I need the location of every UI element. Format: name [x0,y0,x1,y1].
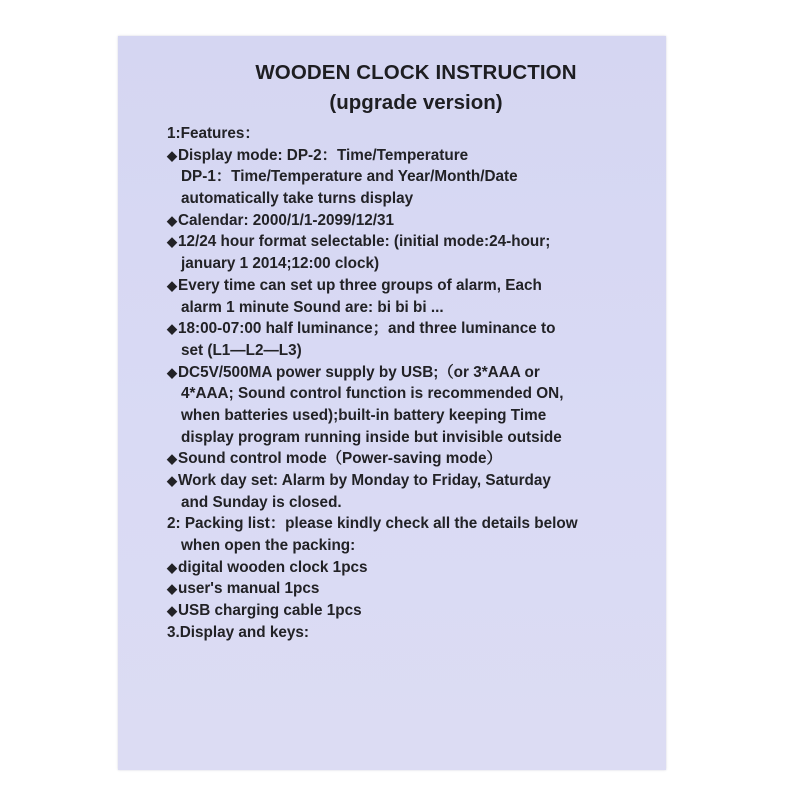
document-title: WOODEN CLOCK INSTRUCTION [255,61,577,84]
text-line-content: january 1 2014;12:00 clock) [181,255,380,273]
text-line [167,145,578,167]
text-line [167,470,578,492]
text-line [167,427,578,449]
text-line-content: set (L1—L2—L3) [181,341,302,359]
text-line [167,297,578,319]
text-line [167,253,578,275]
text-line [167,340,578,362]
diamond-bullet-icon: ◆ [167,277,177,293]
text-line-content: 4*AAA; Sound control function is recommended ON, [181,385,564,403]
text-line-content: 2: Packing list：please kindly check all the details below [167,515,578,533]
text-line-content: 12/24 hour format selectable: (initial mode:24-hour; [178,233,551,251]
text-line-content: Every time can set up three groups of alarm, Each [178,276,542,294]
instruction-sheet [118,36,666,770]
text-line [167,188,578,210]
text-line [167,578,578,600]
diamond-bullet-icon: ◆ [167,559,177,575]
text-line-content: alarm 1 minute Sound are: bi bi bi ... [181,298,444,316]
text-line [167,492,578,514]
text-line-content: Work day set: Alarm by Monday to Friday, Saturday [178,472,551,489]
diamond-bullet-icon: ◆ [167,581,177,597]
text-line [167,448,578,470]
text-line-content: 1:Features： [167,125,260,142]
text-line-content: when open the packing: [181,537,356,555]
text-line [167,622,578,644]
text-line-content: Display mode: DP-2：Time/Temperature [178,146,469,164]
text-line-content: 18:00-07:00 half luminance；and three luminance to [178,320,556,338]
text-line-content: DP-1：Time/Temperature and Year/Month/Date [181,168,518,186]
text-line-content: 3.Display and keys: [167,623,309,641]
diamond-bullet-icon: ◆ [167,321,177,337]
diamond-bullet-icon: ◆ [167,451,177,467]
diamond-bullet-icon: ◆ [167,212,177,228]
text-line [167,405,578,427]
text-line-content: and Sunday is closed. [181,493,342,511]
text-line-content: when batteries used);built-in battery keeping Time [181,406,547,424]
text-line-content: digital wooden clock 1pcs [178,558,368,576]
diamond-bullet-icon: ◆ [167,473,177,488]
text-line [167,275,578,297]
diamond-bullet-icon: ◆ [167,603,177,619]
document-subtitle: (upgrade version) [329,91,503,114]
text-line [167,166,578,188]
text-line [167,210,578,232]
text-line [167,231,578,253]
text-line [167,318,578,340]
diamond-bullet-icon: ◆ [167,234,177,250]
text-line-content: USB charging cable 1pcs [178,602,362,620]
instruction-text-lines [167,123,578,644]
text-line-content: display program running inside but invisible outside [181,428,562,446]
text-line [167,557,578,579]
text-line [167,600,578,622]
diamond-bullet-icon: ◆ [167,147,177,163]
text-line-content: Sound control mode（Power-saving mode） [178,450,502,468]
text-line-content: automatically take turns display [181,190,414,208]
diamond-bullet-icon: ◆ [167,364,177,380]
text-line [167,362,578,384]
text-line [167,535,578,557]
text-line-content: Calendar: 2000/1/1-2099/12/31 [178,211,395,229]
text-line [167,123,578,145]
text-line [167,513,578,535]
text-line-content: DC5V/500MA power supply by USB;（or 3*AAA or [178,363,540,381]
text-line-content: user's manual 1pcs [178,580,320,598]
text-line [167,383,578,405]
